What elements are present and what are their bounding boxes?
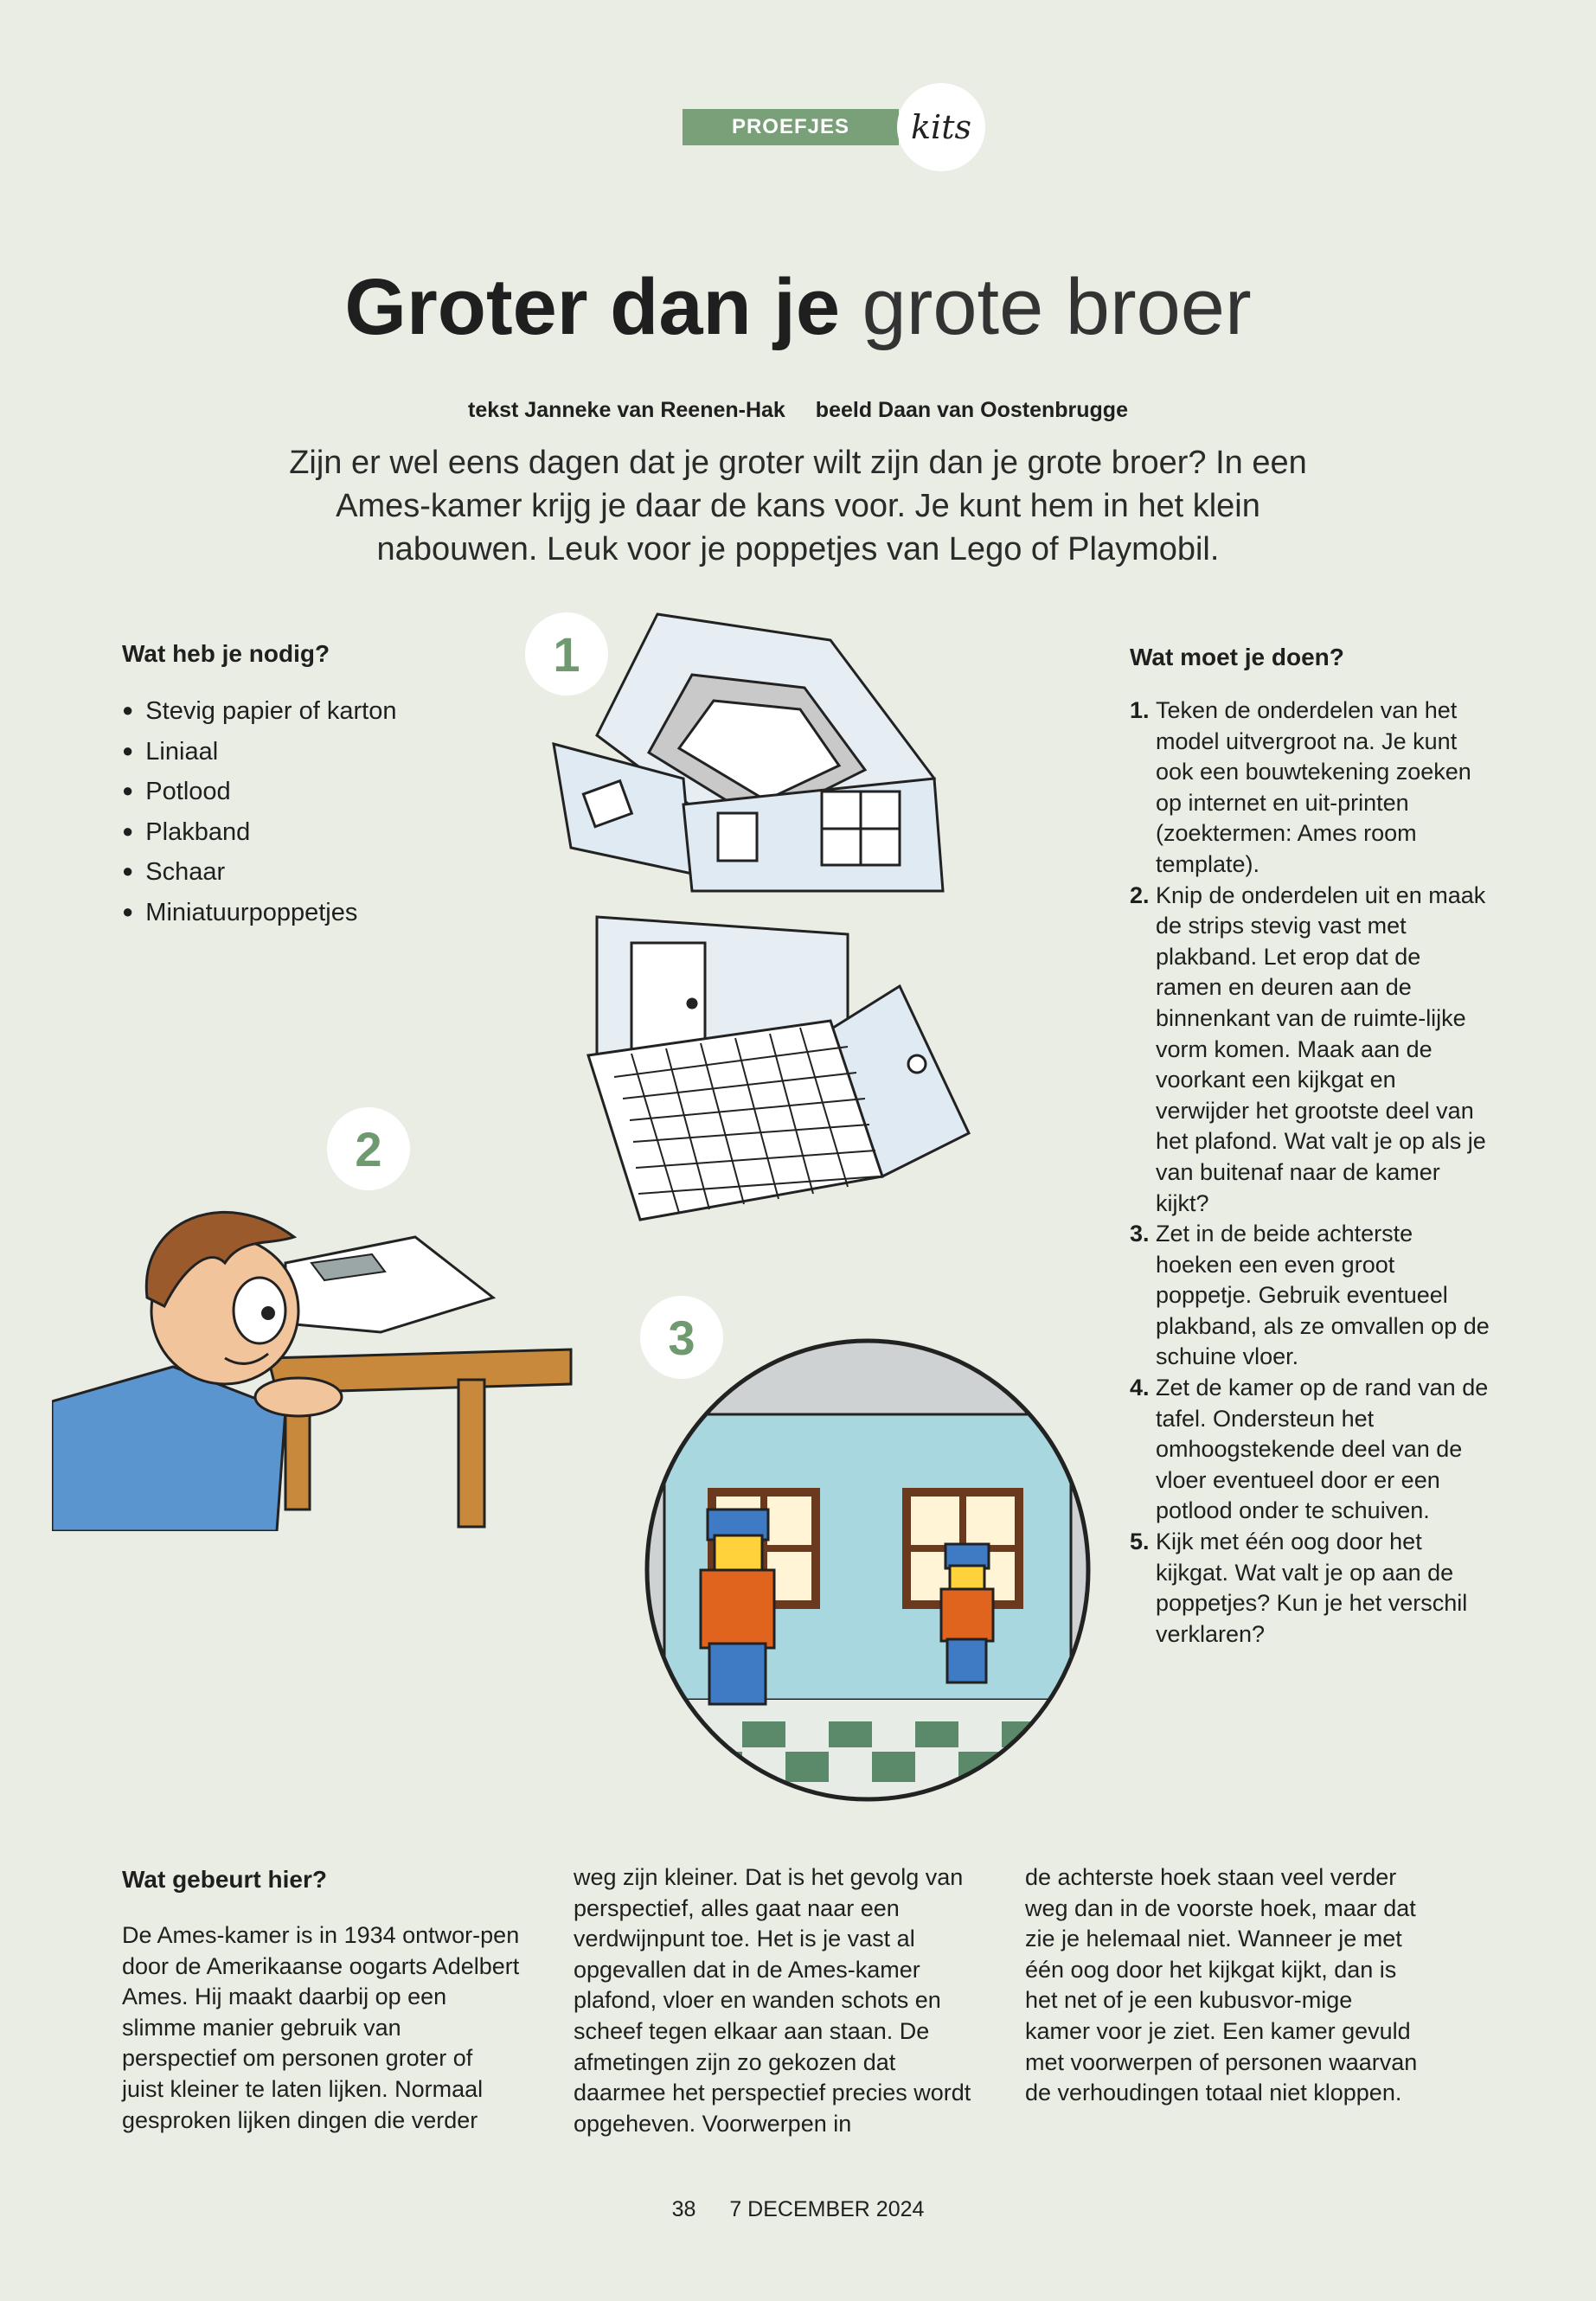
explanation-column-3: de achterste hoek staan veel verder weg dan in de voorste hoek, maar dat zie je helemaal niet. Wanneer je met één oog door het kijkgat kijkt, dan is het net of je een kubusvor-mige kamer voor je ziet. Een kamer gevuld met voorwerpen of personen waarvan de verhoudingen totaal niet kloppen.: [1025, 1864, 1418, 2106]
list-item: ● Liniaal: [122, 733, 396, 773]
list-item: ● Stevig papier of karton: [122, 692, 396, 733]
page-title: [0, 264, 1596, 351]
list-item: ● Plakband: [122, 813, 396, 854]
step-item: 2. Knip de onderdelen uit en maak de strips stevig vast met plakband. Let erop dat de ramen en deuren aan de binnenkant van de ruimte-lijke vorm komen. Maak aan de voorkant een kijkgat en verwijder het grootste deel van het plafond. Wat valt je op als je van buitenaf naar de kamer kijkt?: [1130, 881, 1486, 1216]
issue-date: 7 DECEMBER 2024: [729, 2197, 925, 2221]
template-illustration: [536, 606, 1003, 1228]
steps-heading: Wat moet je doen?: [1130, 644, 1344, 670]
page-footer: [0, 2197, 1596, 2222]
list-item: ● Schaar: [122, 853, 396, 894]
needs-heading: Wat heb je nodig?: [122, 640, 330, 667]
kits-logo: kits: [897, 83, 985, 171]
step-item: 5. Kijk met één oog door het kijkgat. Wat valt je op aan de poppetjes? Kun je het verschil verklaren?: [1130, 1529, 1468, 1647]
figure-number-1: 1: [525, 612, 608, 695]
room-illustration: [638, 1336, 1097, 1804]
steps-list: [1130, 695, 1493, 1650]
needs-list: [122, 692, 396, 933]
title-light: grote broer: [862, 263, 1252, 351]
explanation-heading: Wat gebeurt hier?: [122, 1866, 327, 1893]
title-bold: Groter dan je: [344, 263, 840, 351]
figure-number-2: 2: [327, 1107, 410, 1190]
credit-image: beeld Daan van Oostenbrugge: [815, 398, 1128, 422]
section-badge: PROEFJES: [683, 109, 899, 145]
credits: [0, 398, 1596, 423]
step-item: 4. Zet de kamer op de rand van de tafel. Ondersteun het omhoogstekende deel van de vloer eventueel door er een potlood onder te schuiven.: [1130, 1375, 1489, 1524]
credit-text: tekst Janneke van Reenen-Hak: [468, 398, 785, 422]
page-number: 38: [671, 2197, 696, 2221]
intro-paragraph: Zijn er wel eens dagen dat je groter wilt zijn dan je grote broer? In een Ames-kamer krijg je daar de kans voor. Je kunt hem in het klein nabouwen. Leuk voor je poppetjes van Lego of Playmobil.: [289, 445, 1307, 567]
step-item: 1. Teken de onderdelen van het model uitvergroot na. Je kunt ook een bouwtekening zoeken op internet en uit-printen (zoektermen: Ames room template).: [1130, 697, 1471, 877]
explanation-column-2: weg zijn kleiner. Dat is het gevolg van perspectief, alles gaat naar een verdwijnpunt toe. Het is je vast al opgevallen dat in de Ames-kamer plafond, vloer en wanden schots en scheef tegen elkaar aan staan. De afmetingen zijn zo gekozen dat daarmee het perspectief precies wordt opgeheven. Voorwerpen in: [574, 1864, 971, 2137]
explanation-column-1: De Ames-kamer is in 1934 ontwor-pen door de Amerikaanse oogarts Adelbert Ames. Hij maakt daarbij op een slimme manier gebruik van perspectief om personen groter of juist kleiner te laten lijken. Normaal gesproken lijken dingen die verder: [122, 1922, 520, 2133]
step-item: 3. Zet in de beide achterste hoeken een even groot poppetje. Gebruik eventueel plakband, als ze omvallen op de schuine vloer.: [1130, 1221, 1490, 1370]
list-item: ● Potlood: [122, 772, 396, 813]
list-item: ● Miniatuurpoppetjes: [122, 894, 396, 934]
figure-number-3: 3: [640, 1296, 723, 1379]
boy-illustration: [52, 1150, 588, 1531]
